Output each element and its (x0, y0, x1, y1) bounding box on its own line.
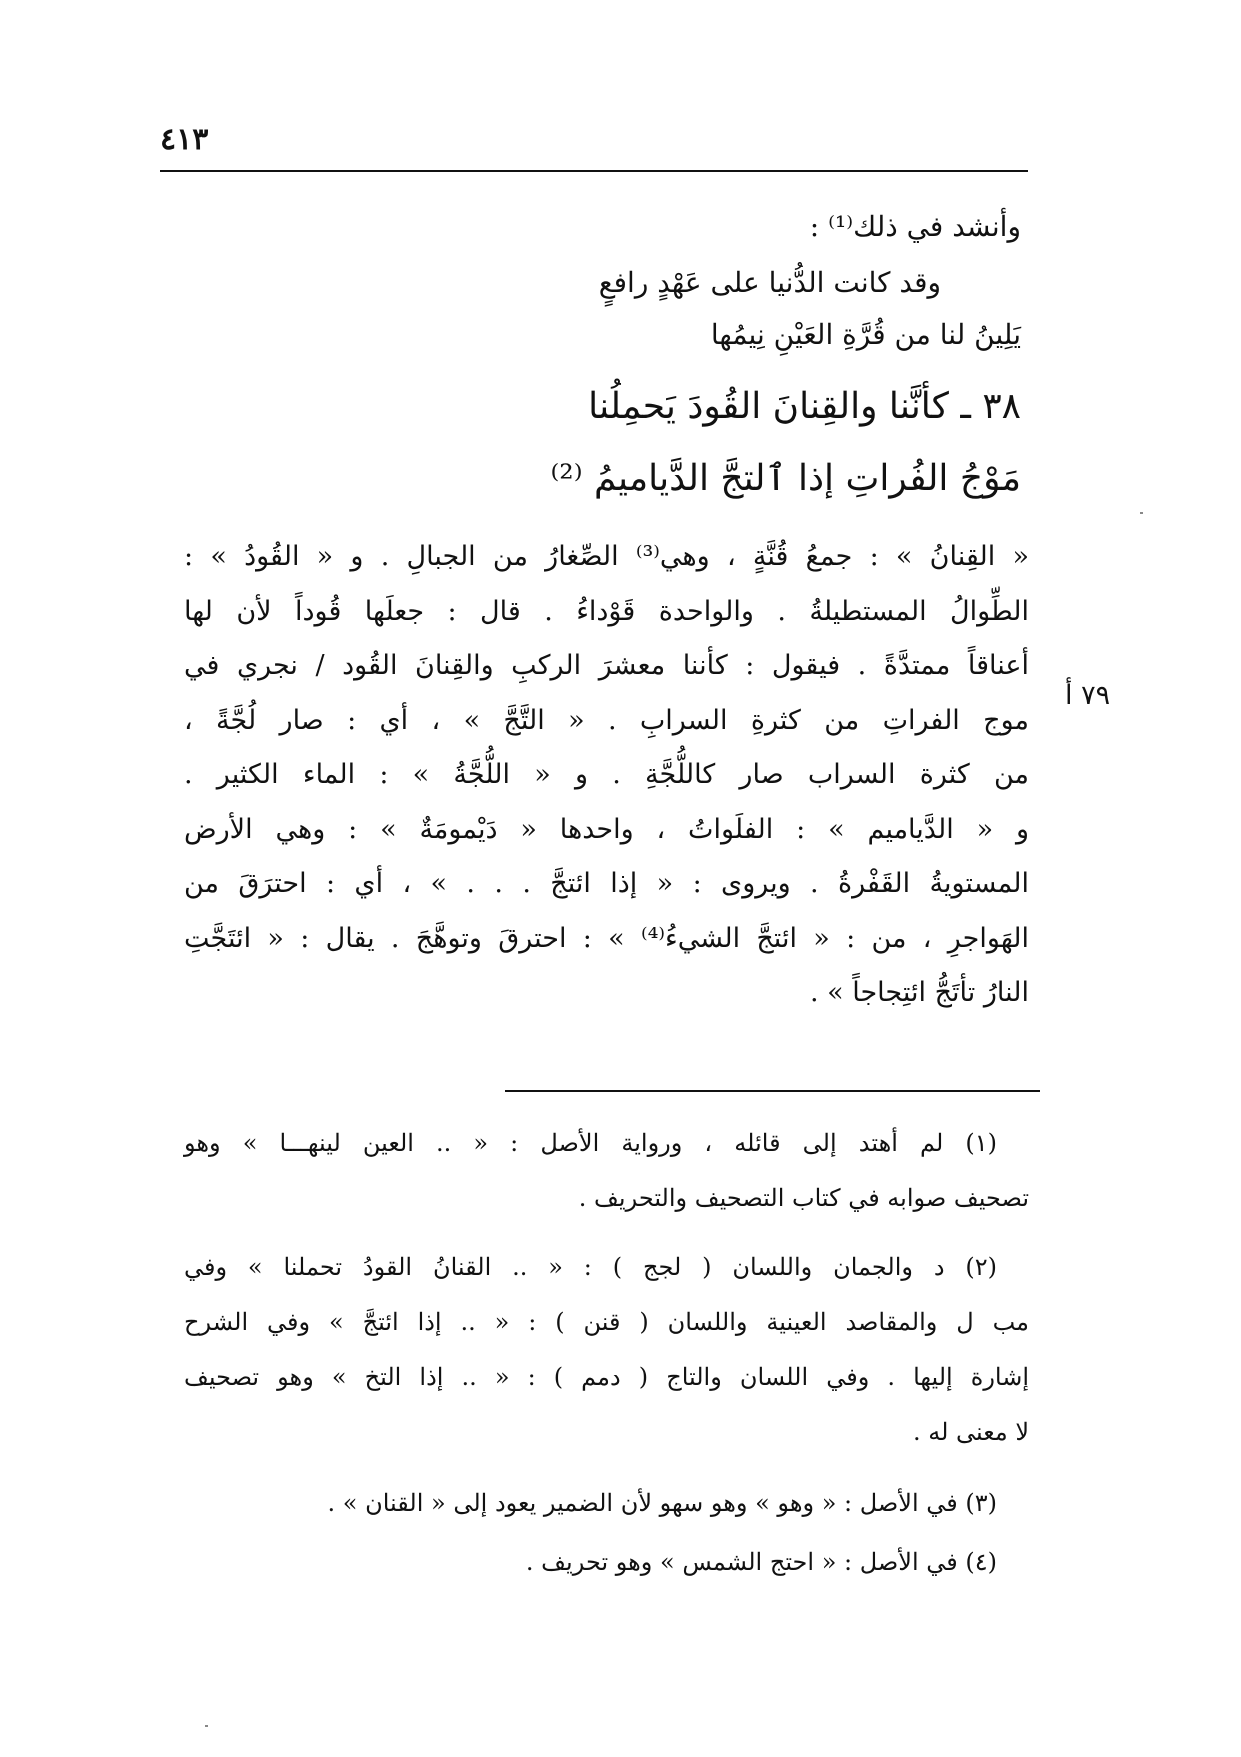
footnote-line: لا معنى له . (912, 1418, 1029, 1446)
footnote-3 (184, 1476, 1029, 1531)
footnote-line: (٢) د والجمان واللسان ( لجج ) : « .. القنانُ القودُ تحملنا » وفي (184, 1253, 997, 1281)
intro-line: وأنشد في ذلك⁽¹⁾ : (809, 210, 1021, 243)
scan-speck (1140, 512, 1143, 514)
footnote-line: مب ل والمقاصد العينية واللسان ( قنن ) : « .. إذا ائتجَّ » وفي الشرح (184, 1308, 1029, 1336)
footnote-4 (184, 1535, 1029, 1590)
quoted-verse-hemistich-2: يَلِينُ لنا من قُرَّةِ العَيْنِ نِيمُها (710, 318, 1021, 351)
footnote-line: (١) لم أهتد إلى قائله ، ورواية الأصل : « .. العين لينهـــا » وهو (184, 1129, 997, 1157)
manuscript-folio-marker: ٧٩ أ (1065, 680, 1111, 711)
footnote-line: (٣) في الأصل : « وهو » وهو سهو لأن الضمير يعود إلى « القنان » . (327, 1489, 997, 1517)
commentary-line: المستويةُ القَفْرةُ . ويروى : « إذا ائتجَّ . . . » ، أي : احترَقَ من (184, 868, 1029, 899)
quoted-verse-hemistich-1: وقد كانت الدُّنيا على عَهْدٍ رافعٍ (598, 266, 941, 299)
commentary-line: من كثرة السراب صار كاللُّجَّةِ . و « اللُّجَّةُ » : الماء الكثير . (184, 759, 1029, 790)
footnote-1 (184, 1116, 1029, 1226)
commentary-line: أعناقاً ممتدَّةً . فيقول : كأننا معشرَ الركبِ والقِنانَ القُود / نجري في (184, 650, 1029, 681)
footnote-line: (٤) في الأصل : « احتج الشمس » وهو تحريف . (525, 1548, 997, 1576)
poem-verse-hemistich-2: مَوْجُ الفُراتِ إذا ٱلتجَّ الدَّياميمُ ⁽²⁾ (550, 458, 1021, 499)
footnote-line: تصحيف صوابه في كتاب التصحيف والتحريف . (578, 1184, 1029, 1212)
footnote-2 (184, 1240, 1029, 1460)
commentary-line: و « الدَّياميم » : الفلَواتُ ، واحدها « دَيْمومَةٌ » : وهي الأرض (184, 813, 1029, 845)
poem-verse-hemistich-1: ٣٨ ـ كأنَّنا والقِنانَ القُودَ يَحمِلُنا (588, 386, 1021, 427)
footnote-rule (505, 1090, 1040, 1092)
commentary-line: النارُ تأتَجُّ ائتِجاجاً » . (810, 977, 1029, 1008)
commentary-line: « القِنانُ » : جمعُ قُنَّةٍ ، وهي⁽³⁾ الصِّغارُ من الجبالِ . و « القُودُ » : (184, 541, 1029, 572)
header-rule (160, 170, 1028, 172)
page-number: ٤١٣ (160, 122, 209, 157)
commentary-line: الهَواجرِ ، من : « ائتجَّ الشيءُ⁽⁴⁾ » : احترقَ وتوهَّجَ . يقال : « ائتَجَّتِ (184, 922, 1029, 954)
scan-speck (205, 1725, 208, 1727)
commentary-line: موج الفراتِ من كثرةِ السرابِ . « التَّجَّ » ، أي : صار لُجَّةً ، (184, 704, 1029, 736)
footnote-line: إشارة إليها . وفي اللسان والتاج ( دمم ) : « .. إذا التخ » وهو تصحيف (184, 1363, 1029, 1391)
commentary (184, 530, 1029, 1021)
commentary-line: الطِّوالُ المستطيلةُ . والواحدة قَوْداءُ . قال : جعلَها قُوداً لأن لها (184, 595, 1029, 627)
